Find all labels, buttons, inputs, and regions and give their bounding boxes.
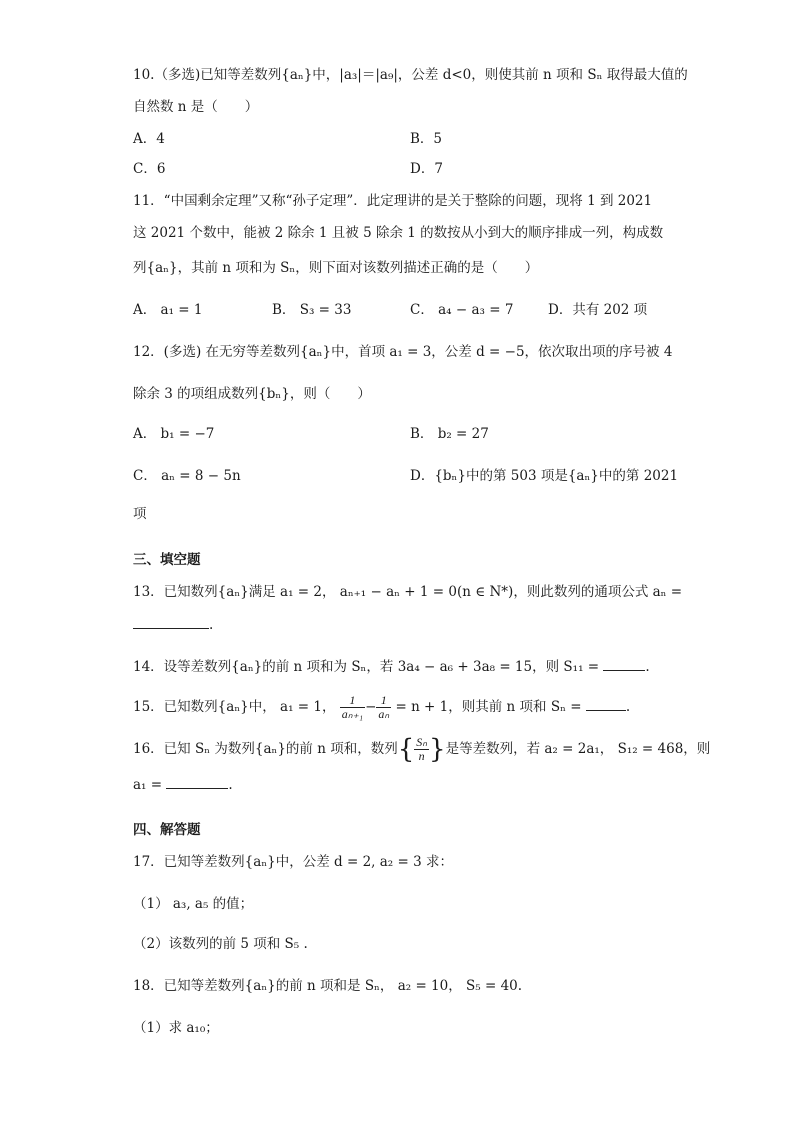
q11-stem-line3: 列{aₙ}，其前 n 项和为 Sₙ，则下面对该数列描述正确的是（ ） — [133, 260, 539, 276]
q18-part-1: （1）求 a₁₀； — [133, 1020, 219, 1036]
q14-line — [133, 656, 650, 677]
q13-stem: 13．已知数列{aₙ}满足 a₁ = 2， aₙ₊₁ − aₙ + 1 = 0(n ∈ N*)，则此数列的通项公式 aₙ = — [133, 584, 683, 600]
section-heading-fill-in: 三、填空题 — [133, 552, 201, 568]
q11-option-d: D．共有 202 项 — [548, 302, 648, 318]
q14-period: . — [645, 659, 650, 675]
q12-option-c: C． aₙ = 8 − 5n — [133, 468, 241, 484]
q11-stem-line1: 11．“中国剩余定理”又称“孙子定理”．此定理讲的是关于整除的问题，现将 1 到 2021 — [133, 193, 653, 209]
q15-fraction-2 — [376, 694, 391, 721]
q16-stem-post: 是等差数列，若 a₂ = 2a₁， S₁₂ = 468，则 — [445, 741, 711, 757]
q10-option-d: D．7 — [410, 161, 443, 177]
q12-option-a: A． b₁ = −7 — [133, 426, 215, 442]
q15-line — [133, 694, 630, 721]
q15-frac1-denominator: aₙ₊₁ — [341, 707, 364, 721]
q15-stem-post: = n + 1，则其前 n 项和 Sₙ = — [395, 699, 582, 715]
q15-stem-pre: 15．已知数列{aₙ}中， a₁ = 1， — [133, 699, 336, 715]
q16-line2 — [133, 774, 233, 795]
q18-stem: 18．已知等差数列{aₙ}的前 n 项和是 Sₙ， a₂ = 10， S₅ = 40. — [133, 978, 523, 994]
section-heading-solutions: 四、解答题 — [133, 822, 201, 838]
q16-frac-numerator: Sₙ — [416, 735, 428, 749]
q12-stem-line1: 12．(多选) 在无穷等差数列{aₙ}中，首项 a₁ = 3，公差 d = −5，依次取出项的序号被 4 — [133, 344, 673, 360]
q10-stem-line1: 10.（多选)已知等差数列{aₙ}中，|a₃|＝|a₉|，公差 d<0，则使其前 n 项和 Sₙ 取得最大值的 — [133, 67, 688, 83]
q11-option-a: A． a₁ = 1 — [133, 302, 203, 318]
q15-fraction-1 — [340, 694, 365, 721]
q10-stem-line2: 自然数 n 是（ ） — [133, 99, 259, 115]
q15-answer-blank[interactable] — [586, 696, 626, 711]
q15-frac2-denominator: aₙ — [378, 707, 390, 721]
q10-option-b: B．5 — [410, 131, 443, 147]
q16-line1 — [133, 736, 710, 763]
q16-fraction — [414, 736, 429, 763]
q15-frac2-numerator: 1 — [376, 694, 391, 708]
q17-stem: 17．已知等差数列{aₙ}中，公差 d = 2, a₂ = 3 求： — [133, 854, 453, 870]
q15-period: . — [625, 699, 631, 715]
q16-stem-pre: 16．已知 Sₙ 为数列{aₙ}的前 n 项和，数列 — [133, 741, 398, 757]
q17-part-1: （1） a₃, a₅ 的值； — [133, 896, 254, 912]
q12-stem-line2: 除余 3 的项组成数列{bₙ}，则（ ） — [133, 386, 371, 402]
q16-left-brace: { — [397, 734, 415, 765]
q13-answer-line — [133, 614, 213, 635]
q17-part-2: （2）该数列的前 5 项和 S₅ . — [133, 936, 308, 952]
q11-stem-line2: 这 2021 个数中，能被 2 除余 1 且被 5 除余 1 的数按从小到大的顺序排成一列，构成数 — [133, 225, 664, 241]
q16-line2-pre: a₁ = — [133, 777, 163, 793]
q15-frac1-numerator: 1 — [340, 694, 365, 708]
q12-option-b: B． b₂ = 27 — [410, 426, 489, 442]
q16-period: . — [228, 777, 233, 793]
q10-option-a: A．4 — [133, 131, 165, 147]
q16-answer-blank[interactable] — [166, 774, 228, 789]
q12-option-d-continued: 项 — [133, 506, 147, 522]
q11-option-c: C． a₄ − a₃ = 7 — [410, 302, 514, 318]
q11-option-b: B． S₃ = 33 — [272, 302, 352, 318]
q10-option-c: C．6 — [133, 161, 166, 177]
q15-minus: − — [365, 699, 377, 715]
q14-stem: 14．设等差数列{aₙ}的前 n 项和为 Sₙ，若 3a₄ − a₆ + 3a₈ = 15，则 S₁₁ = — [133, 659, 600, 675]
q13-period: . — [209, 617, 214, 633]
q16-right-brace: } — [429, 734, 446, 765]
q13-answer-blank[interactable] — [133, 614, 209, 629]
q12-option-d: D．{bₙ}中的第 503 项是{aₙ}中的第 2021 — [410, 468, 679, 484]
q16-frac-denominator: n — [418, 749, 425, 763]
q14-answer-blank[interactable] — [603, 656, 645, 671]
